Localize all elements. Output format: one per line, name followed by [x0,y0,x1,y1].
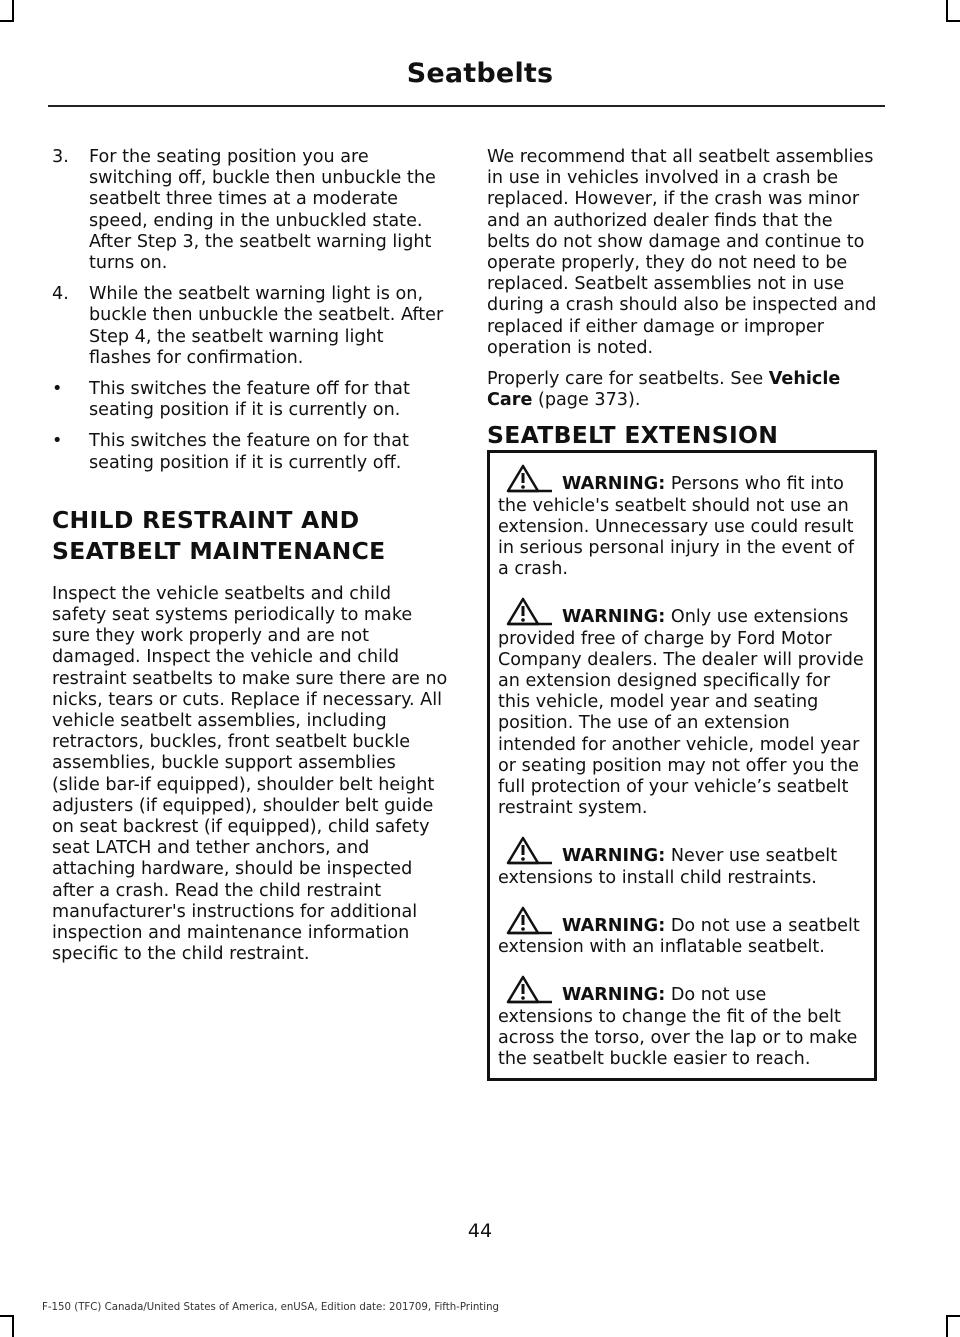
page-title: Seatbelts [406,58,554,89]
warning-box [487,450,877,1081]
footer-edition-info: F-150 (TFC) Canada/United States of America, enUSA, Edition date: 201709, Fifth-Printing [42,1302,500,1313]
warning-text: Persons who fit into the vehicle's seatbelt should not use an extension. Unnecessary use could result in serious personal injury in the event of a crash. [498,474,855,580]
page-number: 44 [467,1220,493,1242]
step-text: For the seating position you are switching off, buckle then unbuckle the seatbelt three times at a moderate speed, ending in the unbuckled state. After Step 3, the seatbelt warning light turns on. [89,147,436,274]
warning-text: Never use seatbelt extensions to install child restraints. [498,846,838,888]
warning-label: WARNING: [562,985,666,1006]
bullet-item [52,431,448,473]
bullet-dot: • [52,431,63,452]
care-paragraph [487,369,877,411]
header-divider [48,105,885,107]
crop-mark [946,20,960,22]
warning-text: Only use extensions provided free of charge by Ford Motor Company dealers. The dealer will provide an extension designed specifically for this vehicle, model year and seating position. The use of an extension intended for another vehicle, model year or seating position may not offer you the full protection of your vehicle’s seatbelt restraint system. [498,607,864,819]
crop-mark [12,1315,14,1337]
maintenance-paragraph: Inspect the vehicle seatbelts and child safety seat systems periodically to make sure they work properly and are not damaged. Inspect the vehicle and child restraint seatbelts to make sure there are no nicks, tears or cuts. Replace if necessary. All vehicle seatbelt assemblies, including retractors, buckles, front seatbelt buckle assemblies, buckle support assemblies (slide bar-if equipped), shoulder belt height adjusters (if equipped), shoulder belt guide on seat backrest (if equipped), child safety seat LATCH and tether anchors, and attaching hardware, should be inspected after a crash. Read the child restraint manufacturer's instructions for additional inspection and maintenance information specific to the child restraint. [52,583,448,965]
left-column [52,147,448,976]
crop-mark [0,20,14,22]
warning-triangle-icon [506,596,552,626]
warning-triangle-icon [506,835,552,865]
replacement-paragraph: We recommend that all seatbelt assemblies in use in vehicles involved in a crash be replaced. However, if the crash was minor and an authorized dealer finds that the belts do not show damage and continue to operate properly, they do not need to be replaced. Seatbelt assemblies not in use during a crash should also be inspected and replaced if either damage or improper operation is noted. [487,147,877,358]
warning-triangle-icon [506,905,552,935]
warning-label: WARNING: [562,607,666,628]
section-heading-maintenance [52,506,448,566]
step-item [52,147,448,274]
care-suffix: (page 373). [532,390,641,411]
bullet-dot: • [52,379,63,400]
warning-text: Do not use extensions to change the fit of the belt across the torso, over the lap or to make the seatbelt buckle easier to reach. [498,985,858,1069]
section-heading-extension: SEATBELT EXTENSION [487,421,779,450]
warning-label: WARNING: [562,474,666,495]
crop-mark [946,1315,948,1337]
right-column [487,147,877,1081]
step-number: 4. [52,284,69,305]
step-item [52,284,448,369]
step-number: 3. [52,147,69,167]
warning-label: WARNING: [562,846,666,867]
warning-item [498,974,866,1070]
care-prefix: Properly care for seatbelts. See [487,369,769,390]
crop-mark [12,0,14,22]
warning-item [498,596,866,819]
bullet-text: This switches the feature on for that seating position if it is currently off. [89,431,409,473]
warning-text: Do not use a seatbelt extension with an inflatable seatbelt. [498,915,860,958]
section-heading-line: CHILD RESTRAINT AND [52,505,360,534]
section-heading-line: SEATBELT MAINTENANCE [52,536,386,565]
crop-mark [0,1315,14,1317]
warning-item [498,835,866,888]
warning-triangle-icon [506,463,552,493]
warning-label: WARNING: [562,915,666,936]
bullet-text: This switches the feature off for that seating position if it is currently on. [89,379,410,421]
warning-triangle-icon [506,974,552,1004]
step-text: While the seatbelt warning light is on, buckle then unbuckle the seatbelt. After Step 4, the seatbelt warning light flashes for confirmation. [89,284,444,368]
bullet-item [52,379,448,421]
crop-mark [946,1315,960,1317]
warning-item [498,905,866,958]
crop-mark [946,0,948,22]
vehicle-care-link[interactable]: Vehicle Care [487,369,841,411]
warning-item [498,463,866,580]
